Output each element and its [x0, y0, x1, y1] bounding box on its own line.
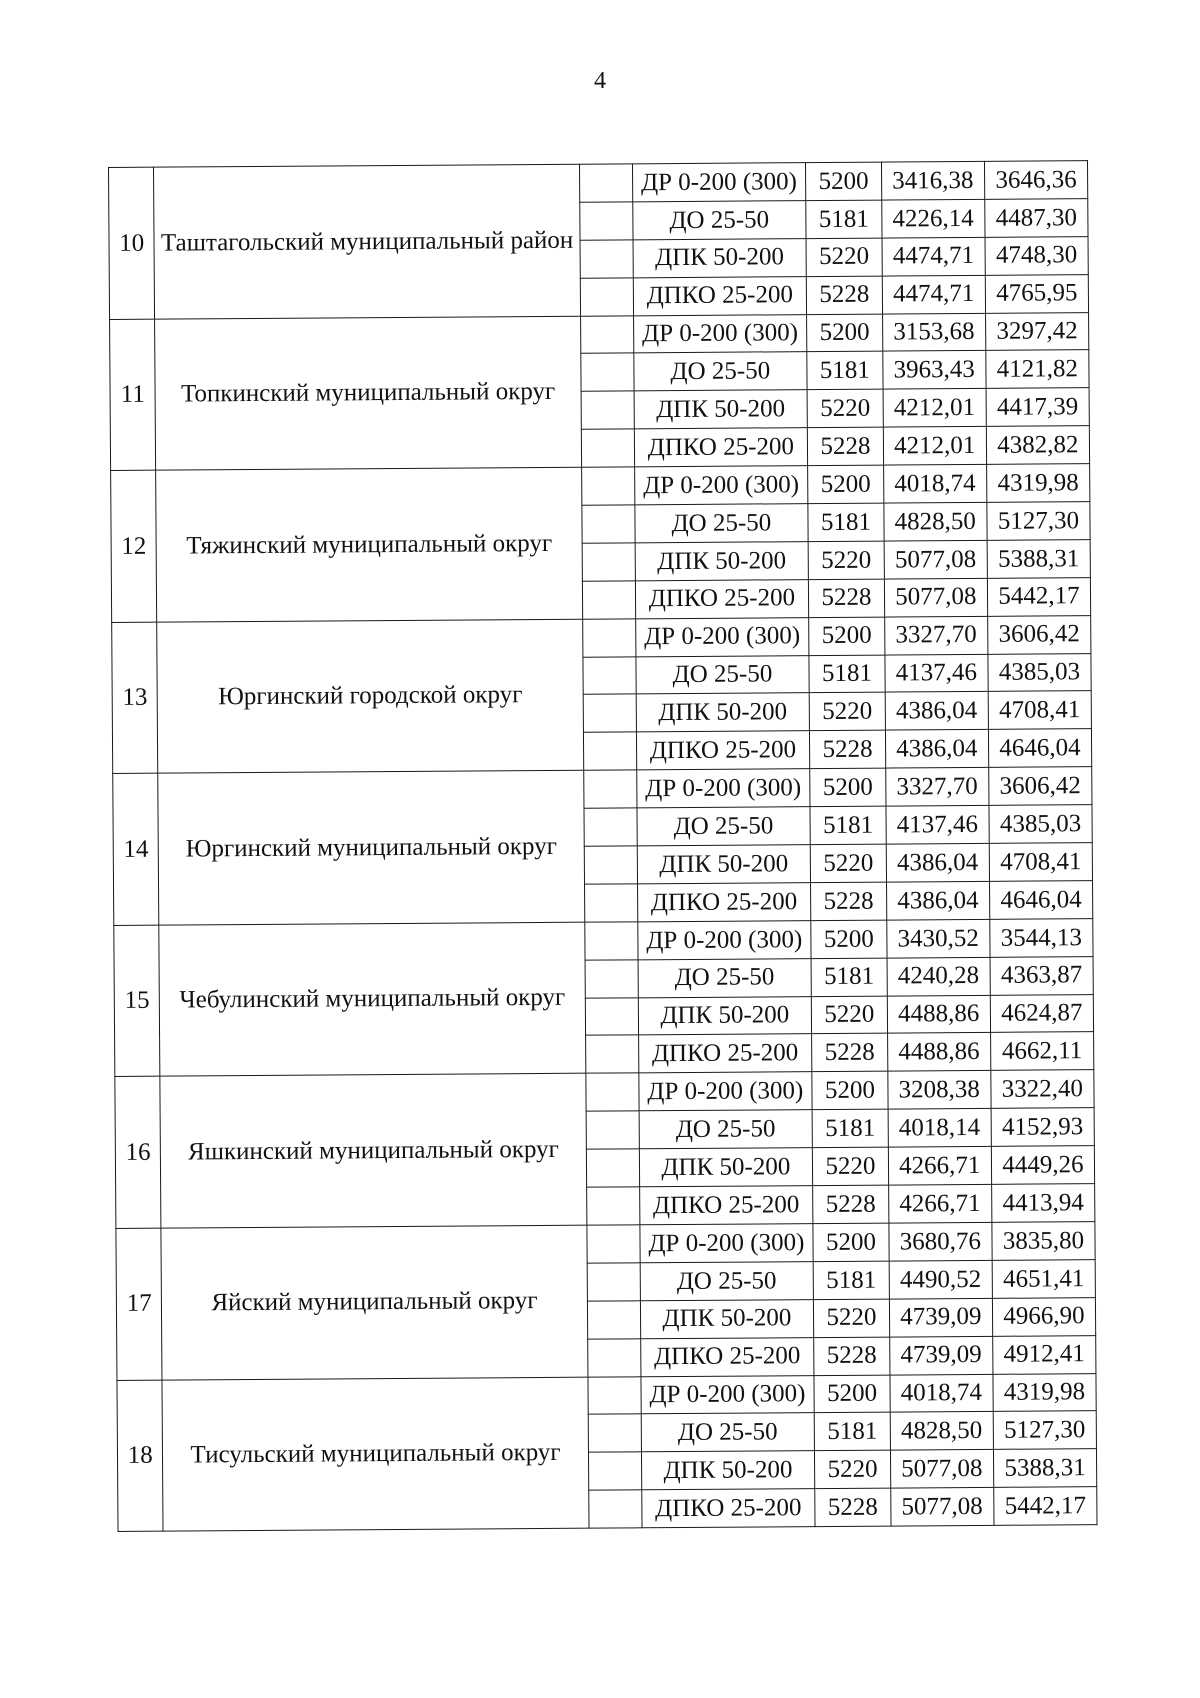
district-name: Юргинский муниципальный округ — [158, 770, 584, 925]
price-cell-2: 4662,11 — [990, 1032, 1093, 1071]
price-cell-1: 4739,09 — [889, 1298, 992, 1337]
empty-cell — [581, 429, 634, 467]
code-cell: 5228 — [806, 276, 882, 314]
price-cell-2: 5127,30 — [993, 1411, 1096, 1450]
fuel-type-cell: ДР 0-200 (300) — [633, 314, 807, 353]
price-cell-2: 4319,98 — [986, 464, 1089, 503]
district-number: 16 — [115, 1077, 161, 1229]
district-number: 15 — [114, 925, 160, 1077]
district-name: Чебулинский муниципальный округ — [159, 922, 585, 1077]
empty-cell — [587, 1263, 640, 1301]
fuel-type-cell: ДПКО 25-200 — [641, 1489, 815, 1528]
empty-cell — [583, 694, 636, 732]
price-cell-2: 4646,04 — [988, 729, 1091, 768]
empty-cell — [581, 391, 634, 429]
empty-cell — [586, 1073, 639, 1111]
price-cell-2: 3835,80 — [992, 1222, 1095, 1261]
price-cell-2: 5442,17 — [987, 577, 1090, 616]
empty-cell — [579, 202, 632, 240]
price-cell-2: 4708,41 — [989, 843, 1092, 882]
price-cell-2: 4363,87 — [990, 956, 1093, 995]
fuel-type-cell: ДПК 50-200 — [636, 693, 810, 732]
code-cell: 5220 — [808, 541, 884, 579]
empty-cell — [579, 164, 632, 202]
price-cell-2: 4487,30 — [985, 199, 1088, 238]
price-cell-1: 3963,43 — [882, 351, 985, 390]
code-cell: 5228 — [814, 1337, 890, 1375]
code-cell: 5181 — [811, 958, 887, 996]
price-cell-2: 4319,98 — [993, 1373, 1096, 1412]
code-cell: 5228 — [812, 1034, 888, 1072]
fuel-type-cell: ДПК 50-200 — [638, 996, 812, 1035]
fuel-type-cell: ДО 25-50 — [634, 504, 808, 543]
fuel-type-cell: ДР 0-200 (300) — [636, 769, 810, 808]
fuel-type-cell: ДО 25-50 — [638, 958, 812, 997]
price-cell-1: 4386,04 — [886, 881, 989, 920]
code-cell: 5200 — [813, 1223, 889, 1261]
empty-cell — [581, 353, 634, 391]
price-cell-2: 4765,95 — [985, 274, 1088, 313]
price-cell-2: 3606,42 — [989, 767, 1092, 806]
fuel-type-cell: ДО 25-50 — [637, 807, 811, 846]
fuel-type-cell: ДО 25-50 — [641, 1413, 815, 1452]
empty-cell — [587, 1225, 640, 1263]
price-cell-2: 4646,04 — [989, 881, 1092, 920]
code-cell: 5181 — [810, 806, 886, 844]
price-cell-2: 4748,30 — [985, 236, 1088, 275]
district-name: Таштагольский муниципальный район — [154, 164, 580, 319]
price-cell-1: 4474,71 — [882, 237, 985, 276]
price-cell-1: 4386,04 — [885, 692, 988, 731]
page-number: 4 — [594, 68, 606, 94]
price-cell-2: 4385,03 — [989, 805, 1092, 844]
price-cell-1: 4488,86 — [887, 1033, 990, 1072]
fuel-type-cell: ДО 25-50 — [640, 1261, 814, 1300]
code-cell: 5181 — [806, 200, 882, 238]
fuel-type-cell: ДПКО 25-200 — [635, 579, 809, 618]
price-cell-2: 4413,94 — [991, 1184, 1094, 1223]
price-cell-1: 4490,52 — [889, 1260, 992, 1299]
fuel-type-cell: ДО 25-50 — [635, 655, 809, 694]
empty-cell — [580, 240, 633, 278]
price-cell-1: 4018,74 — [890, 1374, 993, 1413]
district-number: 12 — [111, 470, 157, 622]
price-cell-1: 4828,50 — [890, 1412, 993, 1451]
price-cell-1: 5077,08 — [890, 1450, 993, 1489]
price-cell-1: 4212,01 — [883, 427, 986, 466]
price-cell-1: 5077,08 — [884, 578, 987, 617]
code-cell: 5200 — [811, 920, 887, 958]
price-cell-1: 4137,46 — [885, 654, 988, 693]
fuel-type-cell: ДР 0-200 (300) — [634, 466, 808, 505]
fuel-type-cell: ДПКО 25-200 — [640, 1337, 814, 1376]
fuel-type-cell: ДПКО 25-200 — [636, 731, 810, 770]
code-cell: 5220 — [813, 1147, 889, 1185]
price-cell-2: 4385,03 — [988, 653, 1091, 692]
empty-cell — [582, 543, 635, 581]
district-name: Тисульский муниципальный округ — [162, 1377, 588, 1532]
district-number: 10 — [109, 167, 155, 319]
code-cell: 5200 — [812, 1071, 888, 1109]
price-cell-1: 4137,46 — [886, 806, 989, 845]
price-cell-2: 4624,87 — [990, 994, 1093, 1033]
code-cell: 5220 — [812, 996, 888, 1034]
code-cell: 5181 — [812, 1109, 888, 1147]
code-cell: 5200 — [810, 768, 886, 806]
fuel-type-cell: ДПК 50-200 — [634, 390, 808, 429]
fuel-type-cell: ДПК 50-200 — [641, 1451, 815, 1490]
price-cell-1: 3430,52 — [886, 919, 989, 958]
fuel-type-cell: ДПКО 25-200 — [634, 428, 808, 467]
code-cell: 5220 — [810, 844, 886, 882]
tariff-table — [108, 160, 1098, 1532]
code-cell: 5228 — [810, 730, 886, 768]
price-cell-2: 5127,30 — [987, 502, 1090, 541]
empty-cell — [580, 315, 633, 353]
empty-cell — [584, 808, 637, 846]
code-cell: 5181 — [809, 655, 885, 693]
price-cell-2: 4966,90 — [992, 1297, 1095, 1336]
fuel-type-cell: ДПК 50-200 — [639, 1148, 813, 1187]
code-cell: 5220 — [814, 1299, 890, 1337]
price-cell-1: 3327,70 — [884, 616, 987, 655]
district-name: Яшкинский муниципальный округ — [160, 1074, 586, 1229]
code-cell: 5200 — [808, 465, 884, 503]
empty-cell — [586, 1149, 639, 1187]
district-name: Яйский муниципальный округ — [161, 1225, 587, 1380]
price-cell-1: 3153,68 — [882, 313, 985, 352]
price-cell-1: 4266,71 — [888, 1147, 991, 1186]
price-cell-2: 4152,93 — [991, 1108, 1094, 1147]
price-cell-1: 3327,70 — [885, 768, 988, 807]
price-cell-1: 4226,14 — [881, 199, 984, 238]
fuel-type-cell: ДПКО 25-200 — [633, 276, 807, 315]
empty-cell — [580, 278, 633, 316]
price-cell-1: 4386,04 — [886, 843, 989, 882]
district-name: Топкинский муниципальный округ — [155, 316, 581, 471]
fuel-type-cell: ДПКО 25-200 — [639, 1186, 813, 1225]
price-cell-1: 4240,28 — [887, 957, 990, 996]
empty-cell — [583, 656, 636, 694]
price-cell-1: 4212,01 — [883, 389, 986, 428]
code-cell: 5228 — [815, 1488, 891, 1526]
price-cell-1: 5077,08 — [890, 1488, 993, 1527]
fuel-type-cell: ДО 25-50 — [632, 201, 806, 240]
empty-cell — [588, 1452, 641, 1490]
empty-cell — [588, 1490, 641, 1528]
fuel-type-cell: ДР 0-200 (300) — [632, 163, 806, 202]
district-number: 13 — [112, 622, 158, 774]
price-cell-1: 4386,04 — [885, 730, 988, 769]
price-cell-2: 5388,31 — [993, 1449, 1096, 1488]
code-cell: 5228 — [811, 882, 887, 920]
code-cell: 5181 — [813, 1261, 889, 1299]
district-number: 11 — [110, 319, 156, 471]
price-cell-1: 3680,76 — [889, 1222, 992, 1261]
price-cell-2: 3544,13 — [990, 918, 1093, 957]
code-cell: 5228 — [813, 1185, 889, 1223]
empty-cell — [584, 884, 637, 922]
empty-cell — [585, 922, 638, 960]
empty-cell — [582, 619, 635, 657]
empty-cell — [585, 960, 638, 998]
code-cell: 5220 — [807, 389, 883, 427]
price-cell-2: 5442,17 — [994, 1487, 1097, 1526]
fuel-type-cell: ДР 0-200 (300) — [638, 1072, 812, 1111]
price-cell-1: 4828,50 — [884, 502, 987, 541]
price-cell-1: 3416,38 — [881, 161, 984, 200]
price-cell-2: 4708,41 — [988, 691, 1091, 730]
price-cell-2: 4382,82 — [986, 426, 1089, 465]
fuel-type-cell: ДР 0-200 (300) — [637, 920, 811, 959]
code-cell: 5220 — [815, 1450, 891, 1488]
price-cell-1: 3208,38 — [888, 1071, 991, 1110]
fuel-type-cell: ДПК 50-200 — [637, 845, 811, 884]
price-cell-2: 4417,39 — [986, 388, 1089, 427]
fuel-type-cell: ДПКО 25-200 — [638, 1034, 812, 1073]
empty-cell — [587, 1301, 640, 1339]
district-name: Тяжинский муниципальный округ — [156, 467, 582, 622]
code-cell: 5228 — [809, 579, 885, 617]
code-cell: 5200 — [806, 162, 882, 200]
empty-cell — [586, 1187, 639, 1225]
code-cell: 5181 — [807, 352, 883, 390]
fuel-type-cell: ДПК 50-200 — [633, 238, 807, 277]
price-cell-2: 4912,41 — [992, 1335, 1095, 1374]
price-cell-2: 4121,82 — [986, 350, 1089, 389]
code-cell: 5181 — [808, 503, 884, 541]
fuel-type-cell: ДО 25-50 — [633, 352, 807, 391]
empty-cell — [585, 997, 638, 1035]
price-cell-2: 5388,31 — [987, 540, 1090, 579]
price-cell-2: 3322,40 — [991, 1070, 1094, 1109]
price-cell-1: 4266,71 — [888, 1184, 991, 1223]
empty-cell — [586, 1111, 639, 1149]
price-cell-2: 3646,36 — [984, 161, 1087, 200]
fuel-type-cell: ДР 0-200 (300) — [639, 1224, 813, 1263]
empty-cell — [588, 1414, 641, 1452]
tariff-table-body — [109, 161, 1097, 1532]
fuel-type-cell: ДПК 50-200 — [635, 542, 809, 581]
district-number: 18 — [117, 1380, 163, 1532]
empty-cell — [585, 1035, 638, 1073]
code-cell: 5181 — [814, 1412, 890, 1450]
price-cell-1: 4018,74 — [883, 464, 986, 503]
district-name: Юргинский городской округ — [157, 619, 583, 774]
price-cell-2: 4449,26 — [991, 1146, 1094, 1185]
empty-cell — [582, 581, 635, 619]
empty-cell — [583, 770, 636, 808]
fuel-type-cell: ДО 25-50 — [639, 1110, 813, 1149]
price-cell-2: 3297,42 — [985, 312, 1088, 351]
empty-cell — [588, 1376, 641, 1414]
code-cell: 5200 — [807, 314, 883, 352]
code-cell: 5200 — [814, 1375, 890, 1413]
code-cell: 5220 — [806, 238, 882, 276]
district-number: 17 — [116, 1228, 162, 1380]
fuel-type-cell: ДПК 50-200 — [640, 1299, 814, 1338]
code-cell: 5200 — [809, 617, 885, 655]
price-cell-1: 4739,09 — [889, 1336, 992, 1375]
fuel-type-cell: ДПКО 25-200 — [637, 883, 811, 922]
empty-cell — [582, 505, 635, 543]
price-cell-2: 4651,41 — [992, 1259, 1095, 1298]
empty-cell — [587, 1338, 640, 1376]
price-cell-1: 4018,14 — [888, 1109, 991, 1148]
district-number: 14 — [113, 773, 159, 925]
price-cell-1: 4474,71 — [882, 275, 985, 314]
empty-cell — [581, 467, 634, 505]
code-cell: 5220 — [809, 693, 885, 731]
fuel-type-cell: ДР 0-200 (300) — [641, 1375, 815, 1414]
price-cell-2: 3606,42 — [987, 615, 1090, 654]
empty-cell — [584, 846, 637, 884]
empty-cell — [583, 732, 636, 770]
code-cell: 5228 — [808, 427, 884, 465]
fuel-type-cell: ДР 0-200 (300) — [635, 617, 809, 656]
price-cell-1: 4488,86 — [887, 995, 990, 1034]
price-cell-1: 5077,08 — [884, 540, 987, 579]
